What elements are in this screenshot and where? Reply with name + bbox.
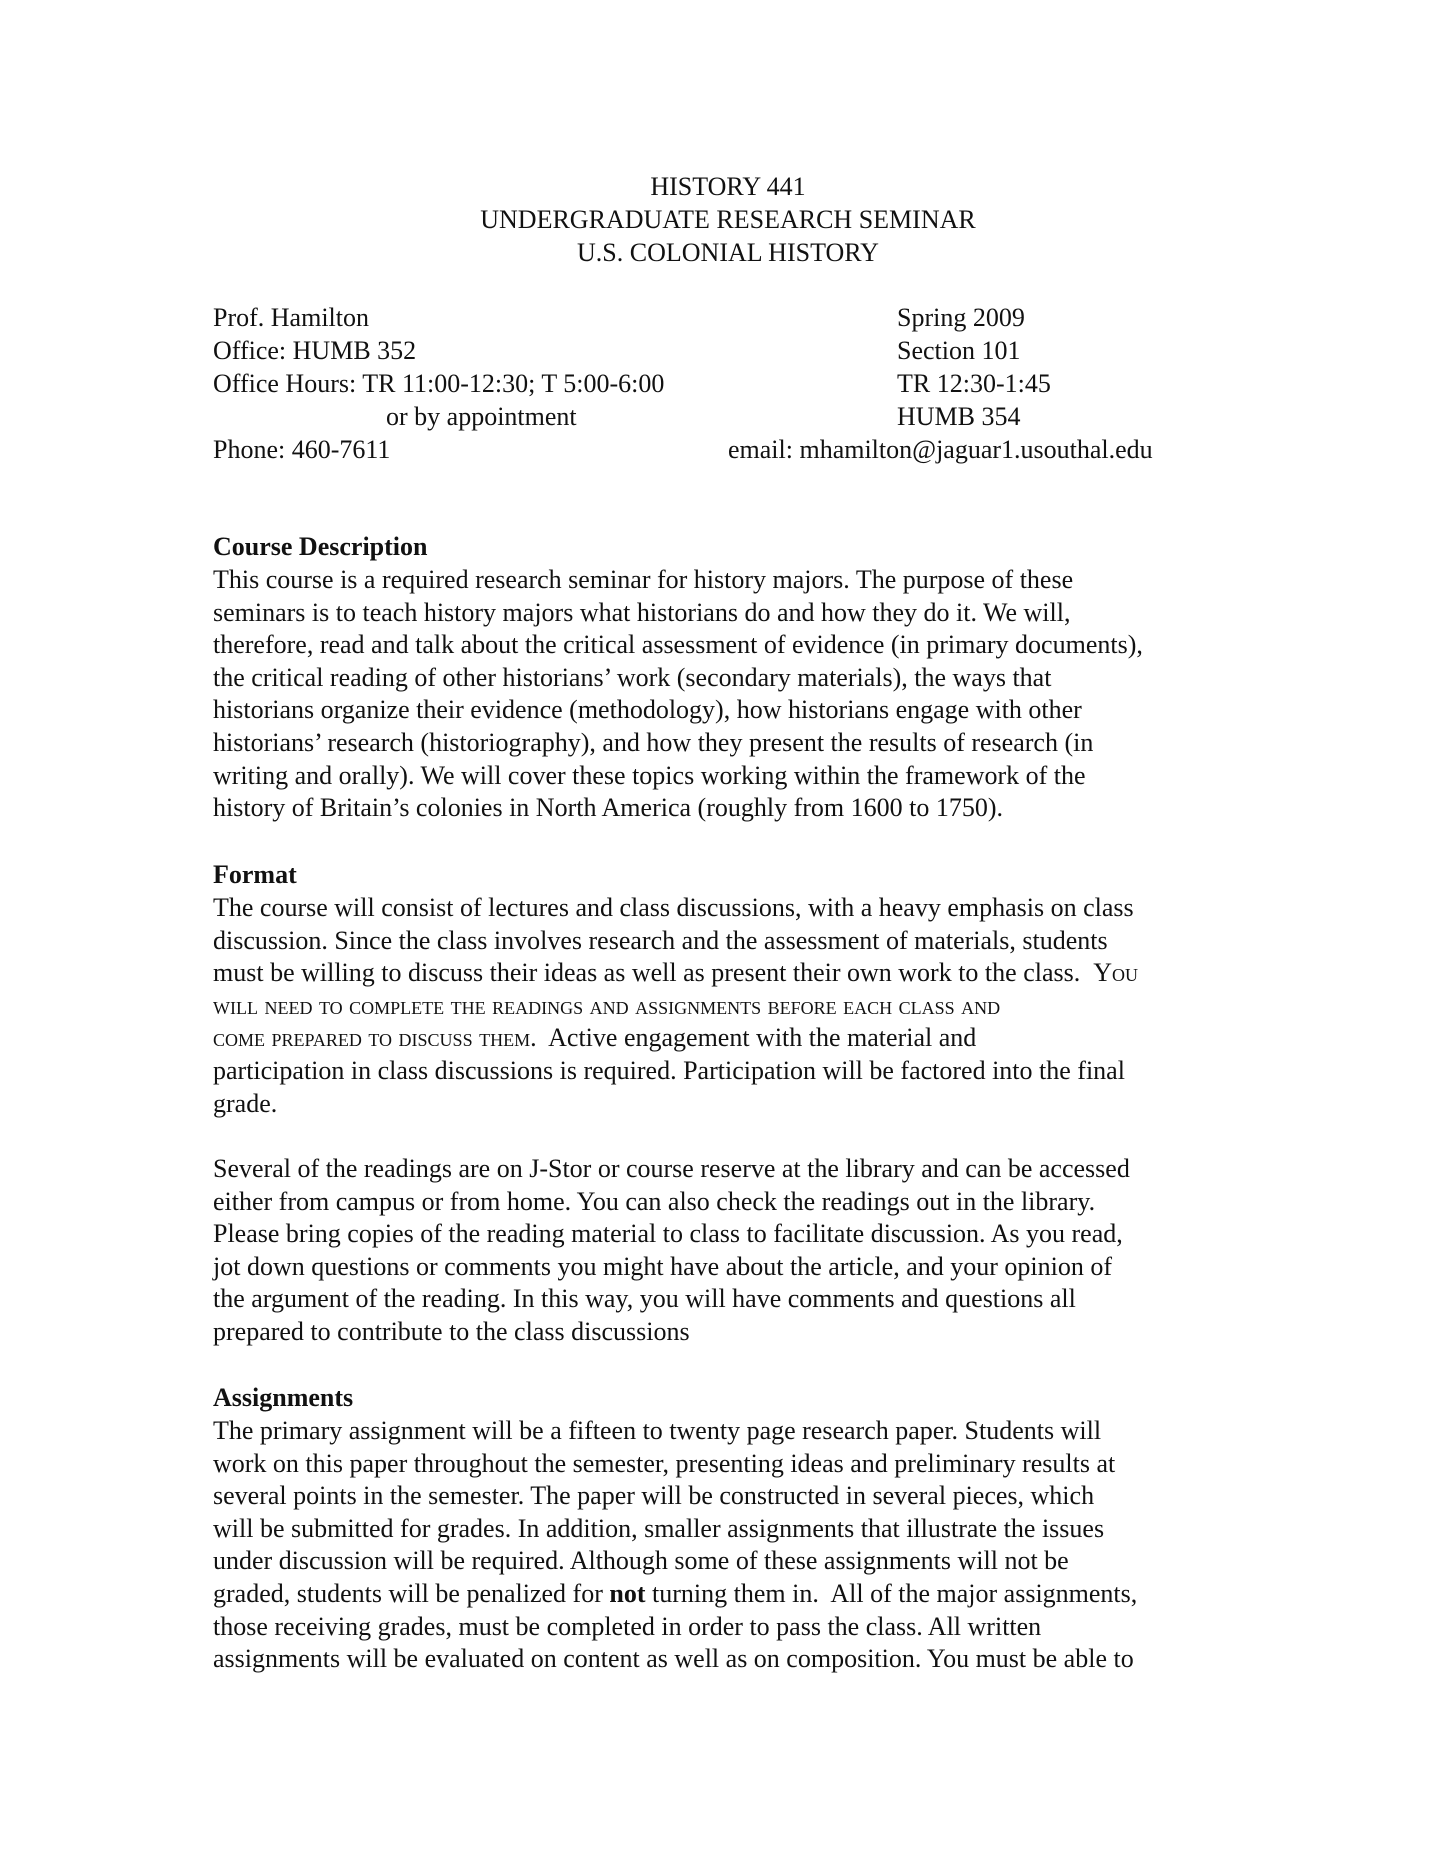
text-line: historians organize their evidence (methodology), how historians engage with other: [213, 695, 1082, 725]
text-segment: turning them in. All of the major assignments,: [645, 1578, 1138, 1608]
text-line: will be submitted for grades. In addition, smaller assignments that illustrate the issues: [213, 1513, 1105, 1543]
text-segment: graded, students will be penalized for: [213, 1578, 610, 1608]
text-line: This course is a required research seminar for history majors. The purpose of these: [213, 565, 1074, 594]
text-line: grade.: [213, 1088, 278, 1118]
course-description-text: [213, 564, 1253, 825]
text-line: those receiving grades, must be completed in order to pass the class. All written: [213, 1611, 1042, 1641]
emphasis-text: come prepared to discuss them.: [213, 1023, 537, 1053]
room: HUMB 354: [897, 402, 1021, 431]
text-line: prepared to contribute to the class discussions: [213, 1316, 690, 1346]
text-line: participation in class discussions is required. Participation will be factored into the final: [213, 1055, 1125, 1085]
text-line: jot down questions or comments you might have about the article, and your opinion of: [213, 1251, 1113, 1281]
text-line: history of Britain’s colonies in North America (roughly from 1600 to 1750).: [213, 793, 1003, 823]
text-line: the critical reading of other historians’ work (secondary materials), the ways that: [213, 662, 1052, 692]
office-location: Office: HUMB 352: [213, 336, 417, 365]
text-line: either from campus or from home. You can also check the readings out in the library.: [213, 1186, 1096, 1216]
course-topic: U.S. COLONIAL HISTORY: [577, 238, 879, 267]
text-segment: must be willing to discuss their ideas as well as present their own work to the class.: [213, 958, 1094, 988]
meeting-time: TR 12:30-1:45: [897, 369, 1051, 398]
phone-number: Phone: 460-7611: [213, 435, 391, 464]
course-number: HISTORY 441: [650, 172, 806, 201]
assignments-heading: Assignments: [213, 1383, 354, 1412]
bold-emphasis: not: [609, 1578, 646, 1608]
text-line: writing and orally). We will cover these topics working within the framework of the: [213, 760, 1086, 790]
text-line: discussion. Since the class involves research and the assessment of materials, students: [213, 925, 1108, 955]
emphasis-text: You: [1093, 958, 1139, 988]
text-line: work on this paper throughout the semester, presenting ideas and preliminary results at: [213, 1448, 1116, 1478]
email-address: email: mhamilton@jaguar1.usouthal.edu: [728, 435, 1153, 464]
text-line: Several of the readings are on J-Stor or course reserve at the library and can be accessed: [213, 1154, 1130, 1183]
format-heading: Format: [213, 860, 297, 889]
text-line: [213, 1022, 1253, 1055]
text-segment: Active engagement with the material and: [536, 1023, 977, 1053]
text-line: assignments will be evaluated on content as well as on composition. You must be able to: [213, 1644, 1134, 1674]
text-line: Please bring copies of the reading material to class to facilitate discussion. As you read,: [213, 1219, 1123, 1249]
professor-name: Prof. Hamilton: [213, 303, 369, 332]
text-line: several points in the semester. The paper will be constructed in several pieces, which: [213, 1481, 1095, 1511]
text-line: under discussion will be required. Although some of these assignments will not be: [213, 1546, 1069, 1576]
course-type: UNDERGRADUATE RESEARCH SEMINAR: [480, 205, 976, 234]
text-line: therefore, read and talk about the critical assessment of evidence (in primary documents),: [213, 630, 1143, 660]
text-line: The course will consist of lectures and class discussions, with a heavy emphasis on class: [213, 893, 1134, 922]
course-description-heading: Course Description: [213, 532, 428, 561]
text-line: historians’ research (historiography), and how they present the results of research (in: [213, 727, 1094, 757]
text-line: The primary assignment will be a fifteen to twenty page research paper. Students will: [213, 1416, 1102, 1445]
office-hours-alt: or by appointment: [386, 402, 577, 431]
format-paragraph-2: [213, 1153, 1253, 1349]
format-paragraph-1: [213, 892, 1253, 1120]
emphasis-text: will need to complete the readings and assignments before each class and: [213, 990, 1001, 1020]
office-hours: Office Hours: TR 11:00-12:30; T 5:00-6:00: [213, 369, 665, 398]
text-line: the argument of the reading. In this way, you will have comments and questions all: [213, 1284, 1076, 1314]
term: Spring 2009: [897, 303, 1025, 332]
text-line: [213, 1578, 1253, 1611]
text-line: [213, 957, 1253, 990]
assignments-text: [213, 1415, 1253, 1676]
text-line: seminars is to teach history majors what historians do and how they do it. We will,: [213, 597, 1071, 627]
section: Section 101: [897, 336, 1021, 365]
